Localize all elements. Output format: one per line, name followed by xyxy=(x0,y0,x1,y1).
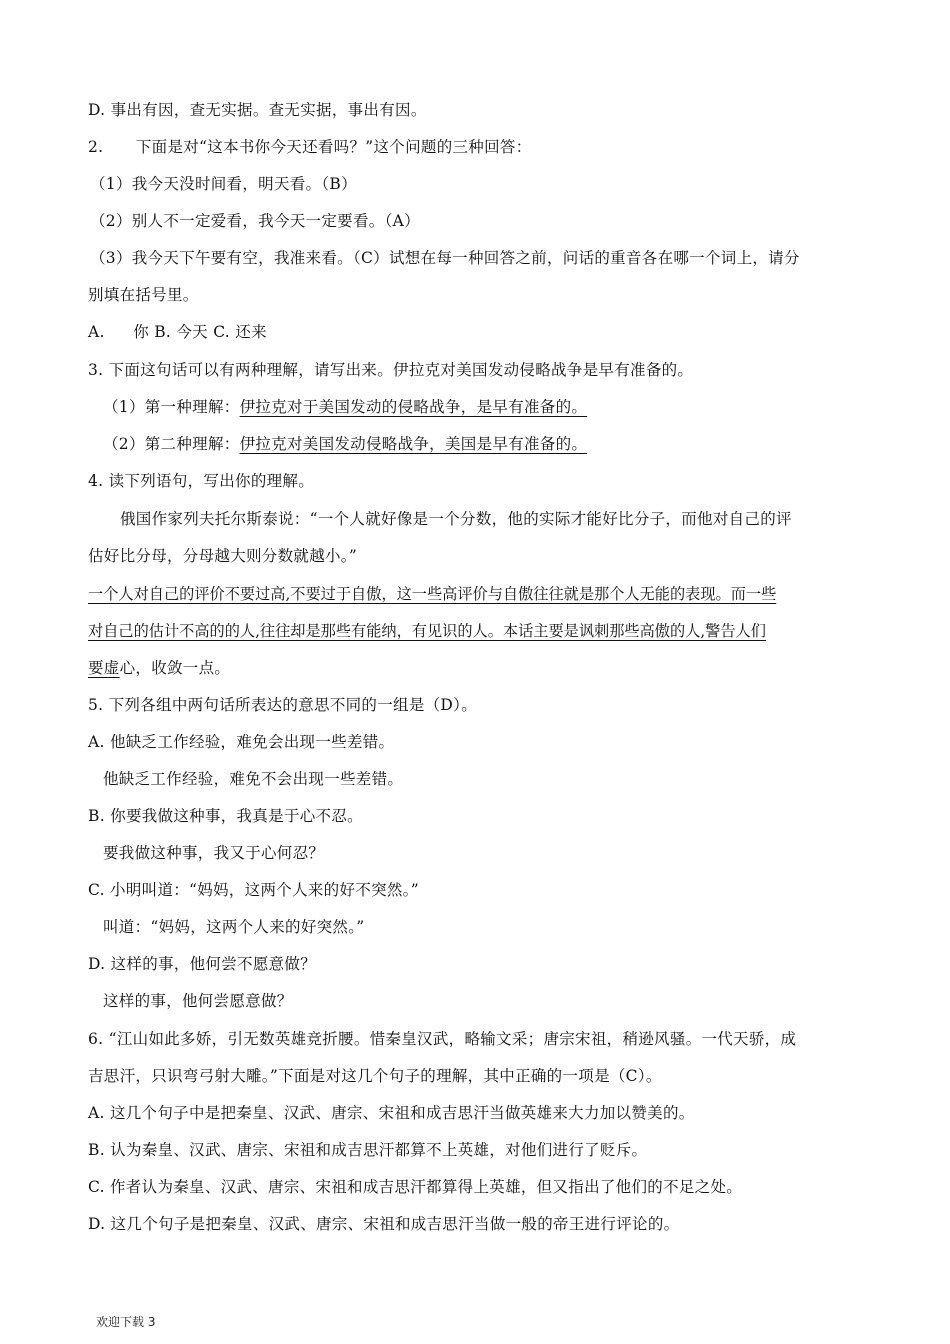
answer-q4-line-3: 要虚心，收敛一点。 xyxy=(88,659,231,677)
question-text: 下面是对“这本书你今天还看吗？”这个问题的三种回答： xyxy=(135,138,532,156)
answer-2: （2）别人不一定爱看，我今天一定要看。（A） xyxy=(90,212,420,230)
question-5: 5. 下列各组中两句话所表达的意思不同的一组是（D）。 xyxy=(88,696,477,714)
question-4: 4. 读下列语句，写出你的理解。 xyxy=(88,472,315,490)
q5-option-c-1: C. 小明叫道：“妈妈，这两个人来的好不突然。” xyxy=(88,881,419,899)
understanding-2: （2）第二种理解：伊拉克对美国发动侵略战争，美国是早有准备的。 xyxy=(103,435,588,453)
answer-1: （1）我今天没时间看，明天看。（B） xyxy=(90,175,357,193)
option-d-q1: D. 事出有因，查无实据。查无实据，事出有因。 xyxy=(88,101,427,119)
question-2 xyxy=(88,136,862,158)
q5-option-b-2: 要我做这种事，我又于心何忍？ xyxy=(103,844,325,862)
question-number: 2. xyxy=(88,138,104,156)
answer-q4-line-1: 一个人对自己的评价不要过高,不要过于自傲，这一些高评价与自傲往往就是那个人无能的表现。而一些 xyxy=(88,585,777,603)
q6-option-d: D. 这几个句子是把秦皇、汉武、唐宗、宋祖和成吉思汗当做一般的帝王进行评论的。 xyxy=(88,1215,680,1233)
answer-3-continued: 别填在括号里。 xyxy=(88,286,199,304)
answer-3: （3）我今天下午要有空，我准来看。（C）试想在每一种回答之前，问话的重音各在哪一个词上，请分 xyxy=(90,249,800,267)
q5-option-d-2: 这样的事，他何尝愿意做？ xyxy=(103,992,293,1010)
q5-option-d-1: D. 这样的事，他何尝不愿意做？ xyxy=(88,955,317,973)
understanding-1-answer: 伊拉克对于美国发动的侵略战争，是早有准备的。 xyxy=(239,398,588,416)
q6-option-b: B. 认为秦皇、汉武、唐宗、宋祖和成吉思汗都算不上英雄，对他们进行了贬斥。 xyxy=(88,1141,648,1159)
q5-option-b-1: B. 你要我做这种事，我真是于心不忍。 xyxy=(88,807,363,825)
quote-line-2: 估好比分母，分母越大则分数就越小。” xyxy=(88,547,358,565)
answer-q4-line-2: 对自己的估计不高的的人,往往却是那些有能纳，有见识的人。本话主要是讽刺那些高傲的人,警告人们 xyxy=(88,622,766,640)
understanding-2-answer: 伊拉克对美国发动侵略战争，美国是早有准备的。 xyxy=(239,435,588,453)
q5-option-a-1: A. 他缺乏工作经验，难免会出现一些差错。 xyxy=(88,733,395,751)
quote-line-1: 俄国作家列夫托尔斯泰说：“一个人就好像是一个分数，他的实际才能好比分子，而他对自己的评 xyxy=(120,510,792,528)
q6-option-a: A. 这几个句子中是把秦皇、汉武、唐宗、宋祖和成吉思汗当做英雄来大力加以赞美的。 xyxy=(88,1104,695,1122)
question-3: 3. 下面这句话可以有两种理解，请写出来。伊拉克对美国发动侵略战争是早有准备的。 xyxy=(88,361,694,379)
q6-option-c: C. 作者认为秦皇、汉武、唐宗、宋祖和成吉思汗都算得上英雄，但又指出了他们的不足之处。 xyxy=(88,1178,743,1196)
q5-option-c-2: 叫道：“妈妈，这两个人来的好突然。” xyxy=(103,918,365,936)
question-6-line-1: 6. “江山如此多娇，引无数英雄竞折腰。惜秦皇汉武，略输文采；唐宗宋祖，稍逊风骚。一代天骄，成 xyxy=(88,1030,797,1048)
question-6-line-2: 吉思汗，只识弯弓射大雕。”下面是对这几个句子的理解，其中正确的一项是（C）。 xyxy=(88,1067,662,1085)
understanding-1: （1）第一种理解：伊拉克对于美国发动的侵略战争，是早有准备的。 xyxy=(103,398,588,416)
answer-key-q2: A. 你 B. 今天 C. 还来 xyxy=(88,323,267,341)
page-footer: 欢迎下载 3 xyxy=(96,1315,156,1329)
q5-option-a-2: 他缺乏工作经验，难免不会出现一些差错。 xyxy=(103,770,404,788)
